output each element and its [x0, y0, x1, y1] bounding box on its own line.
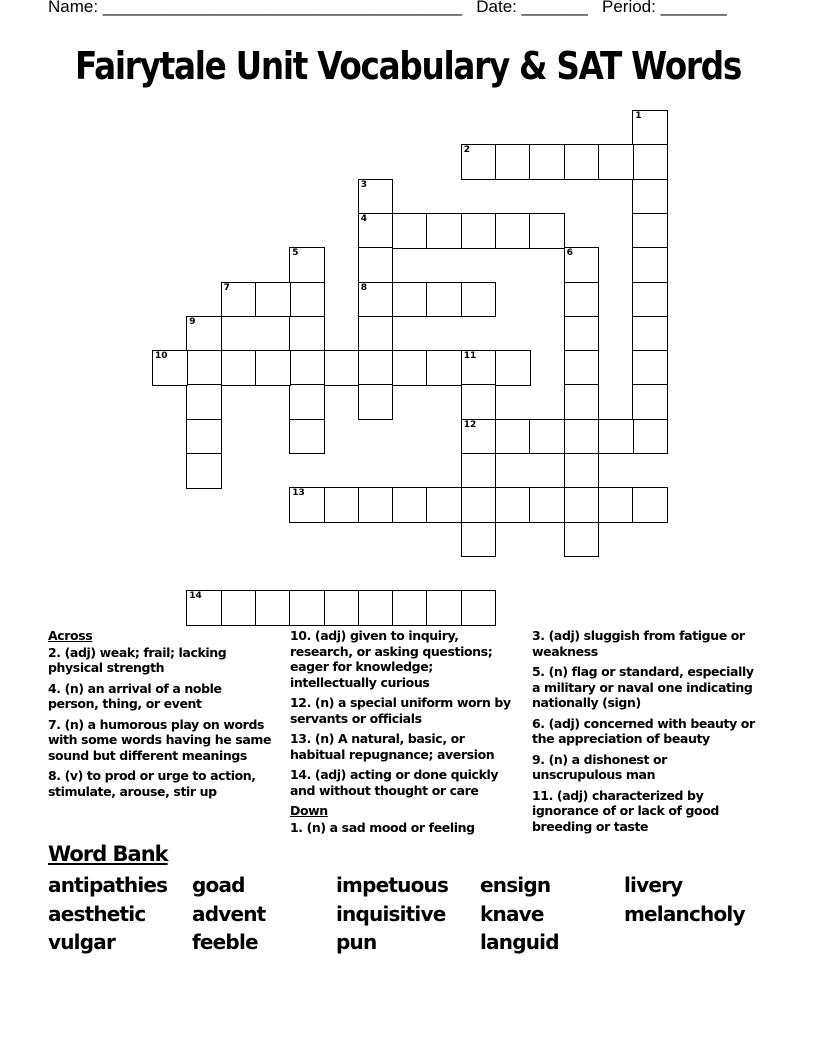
- crossword-cell[interactable]: [495, 144, 531, 180]
- crossword-cell[interactable]: [426, 282, 462, 318]
- clue-number: 14: [189, 591, 202, 602]
- clue-number: 3: [360, 179, 368, 190]
- crossword-cell[interactable]: [495, 213, 531, 249]
- crossword-cell[interactable]: [358, 350, 394, 386]
- word-bank-word: feeble: [192, 930, 258, 954]
- clue-number: 8: [360, 282, 368, 293]
- crossword-cell[interactable]: [529, 144, 565, 180]
- crossword-cell[interactable]: [529, 487, 565, 523]
- clue-across-4: 4. (n) an arrival of a noble person, thing, or event: [48, 680, 222, 711]
- crossword-cell[interactable]: [289, 247, 325, 283]
- crossword-cell[interactable]: [461, 213, 497, 249]
- clue-number: 12: [463, 419, 477, 430]
- clue-across-12: 12. (n) a special uniform worn by servants or officials: [290, 695, 511, 726]
- crossword-cell[interactable]: [392, 590, 428, 626]
- crossword-cell[interactable]: [186, 590, 222, 626]
- crossword-cell[interactable]: [632, 384, 668, 420]
- crossword-cell[interactable]: [152, 350, 188, 386]
- word-bank-heading: Word Bank: [48, 842, 168, 866]
- crossword-cell[interactable]: [632, 110, 668, 146]
- date-blank[interactable]: _______: [521, 0, 588, 16]
- crossword-cell[interactable]: [324, 487, 360, 523]
- across-heading: Across: [48, 628, 93, 643]
- clue-across-7: 7. (n) a humorous play on words with some words having he same sound but different meanings: [48, 716, 272, 763]
- crossword-cell[interactable]: [186, 384, 222, 420]
- name-blank[interactable]: ______________________________________: [102, 0, 463, 16]
- crossword-cell[interactable]: [255, 282, 291, 318]
- crossword-cell[interactable]: [461, 487, 497, 523]
- crossword-cell[interactable]: [392, 487, 428, 523]
- crossword-cell[interactable]: [289, 487, 325, 523]
- crossword-cell[interactable]: [564, 350, 600, 386]
- clue-number: 13: [292, 488, 305, 499]
- page-title: Fairytale Unit Vocabulary & SAT Words: [74, 44, 741, 88]
- clue-number: 9: [189, 316, 196, 327]
- crossword-cell[interactable]: [495, 419, 531, 455]
- clue-number: 4: [360, 213, 368, 224]
- word-bank-word: languid: [480, 930, 559, 954]
- crossword-cell[interactable]: [598, 144, 634, 180]
- crossword-cell[interactable]: [426, 213, 462, 249]
- crossword-cell[interactable]: [358, 179, 394, 215]
- crossword-cell[interactable]: [289, 384, 325, 420]
- crossword-cell[interactable]: [221, 590, 257, 626]
- crossword-cell[interactable]: [598, 487, 634, 523]
- crossword-cell[interactable]: [529, 419, 565, 455]
- crossword-cell[interactable]: [221, 350, 257, 386]
- crossword-cell[interactable]: [392, 213, 428, 249]
- crossword-cell[interactable]: [632, 282, 668, 318]
- crossword-cell[interactable]: [426, 350, 462, 386]
- crossword-cell[interactable]: [358, 247, 394, 283]
- crossword-cell[interactable]: [632, 487, 668, 523]
- word-bank-word: advent: [192, 902, 266, 926]
- crossword-cell[interactable]: [289, 282, 325, 318]
- word-bank-word: antipathies: [48, 873, 168, 897]
- clues-column-3: [532, 628, 760, 839]
- crossword-cell[interactable]: [358, 213, 394, 249]
- word-bank-word: aesthetic: [48, 902, 146, 926]
- crossword-cell[interactable]: [632, 179, 668, 215]
- crossword-cell[interactable]: [186, 419, 222, 455]
- name-label: Name:: [48, 0, 99, 16]
- crossword-cell[interactable]: [461, 282, 497, 318]
- crossword-cell[interactable]: [289, 590, 325, 626]
- clue-across-8: 8. (v) to prod or urge to action, stimulate, arouse, stir up: [48, 768, 256, 799]
- crossword-cell[interactable]: [632, 144, 668, 180]
- crossword-cell[interactable]: [186, 350, 222, 386]
- word-bank-word: pun: [336, 930, 377, 954]
- crossword-cell[interactable]: [564, 144, 600, 180]
- clue-down-1: 1. (n) a sad mood or feeling: [290, 819, 475, 835]
- clue-number: 10: [155, 351, 168, 362]
- crossword-cell[interactable]: [255, 350, 291, 386]
- crossword-cell[interactable]: [255, 590, 291, 626]
- crossword-cell[interactable]: [461, 522, 497, 558]
- crossword-cell[interactable]: [564, 247, 600, 283]
- crossword-cell[interactable]: [632, 419, 668, 455]
- word-bank-word: inquisitive: [336, 902, 446, 926]
- clue-number: 7: [223, 282, 230, 293]
- clue-number: 1: [635, 111, 642, 121]
- clue-down-11: 11. (adj) characterized by ignorance of or lack of good breeding or taste: [532, 787, 719, 834]
- word-bank-word: vulgar: [48, 930, 116, 954]
- clue-across-13: 13. (n) A natural, basic, or habitual repugnance; aversion: [290, 731, 495, 762]
- crossword-cell[interactable]: [358, 282, 394, 318]
- clue-down-6: 6. (adj) concerned with beauty or the appreciation of beauty: [532, 715, 755, 746]
- crossword-cell[interactable]: [461, 453, 497, 489]
- crossword-cell[interactable]: [358, 487, 394, 523]
- word-bank-word: knave: [480, 902, 544, 926]
- crossword-cell[interactable]: [495, 487, 531, 523]
- date-label: Date:: [476, 0, 517, 16]
- crossword-cell[interactable]: [495, 350, 531, 386]
- crossword-cell[interactable]: [221, 282, 257, 318]
- word-bank-word: goad: [192, 873, 245, 897]
- crossword-cell[interactable]: [564, 487, 600, 523]
- crossword-cell[interactable]: [392, 350, 428, 386]
- clue-number: 5: [292, 248, 299, 259]
- crossword-cell[interactable]: [358, 316, 394, 352]
- crossword-cell[interactable]: [324, 350, 360, 386]
- crossword-cell[interactable]: [564, 522, 600, 558]
- clue-number: 6: [566, 248, 573, 259]
- clues-column-1: [48, 628, 276, 804]
- crossword-cell[interactable]: [564, 384, 600, 420]
- crossword-cell[interactable]: [564, 453, 600, 489]
- crossword-cell[interactable]: [564, 316, 600, 352]
- clue-down-3: 3. (adj) sluggish from fatigue or weakness: [532, 628, 745, 659]
- crossword-cell[interactable]: [461, 384, 497, 420]
- period-label: Period:: [602, 0, 656, 16]
- crossword-cell[interactable]: [289, 350, 325, 386]
- crossword-cell[interactable]: [564, 282, 600, 318]
- period-blank[interactable]: _______: [660, 0, 727, 16]
- crossword-cell[interactable]: [632, 213, 668, 249]
- crossword-cell[interactable]: [426, 590, 462, 626]
- crossword-cell[interactable]: [632, 350, 668, 386]
- clue-down-5: 5. (n) flag or standard, especially a military or naval one indicating nationally (sign): [532, 664, 754, 710]
- crossword-cell[interactable]: [186, 453, 222, 489]
- crossword-cell[interactable]: [392, 282, 428, 318]
- crossword-cell[interactable]: [186, 316, 222, 352]
- clue-number: 11: [463, 351, 477, 362]
- crossword-cell[interactable]: [632, 316, 668, 352]
- clue-across-2: 2. (adj) weak; frail; lacking physical strength: [48, 644, 227, 675]
- clues-column-2: [290, 628, 518, 840]
- crossword-cell[interactable]: [529, 213, 565, 249]
- crossword-cell[interactable]: [358, 384, 394, 420]
- word-bank-word: livery: [624, 873, 683, 897]
- word-bank-word: ensign: [480, 873, 551, 897]
- crossword-cell[interactable]: [632, 247, 668, 283]
- down-heading: Down: [290, 803, 328, 818]
- crossword-cell[interactable]: [324, 590, 360, 626]
- crossword-cell[interactable]: [461, 144, 497, 180]
- clue-number: 2: [463, 145, 470, 156]
- crossword-cell[interactable]: [461, 590, 497, 626]
- clue-across-14: 14. (adj) acting or done quickly and without thought or care: [290, 767, 499, 798]
- crossword-cell[interactable]: [289, 316, 325, 352]
- crossword-cell[interactable]: [358, 590, 394, 626]
- crossword-cell[interactable]: [461, 350, 497, 386]
- word-bank-word: impetuous: [336, 873, 449, 897]
- crossword-cell[interactable]: [564, 419, 600, 455]
- crossword-cell[interactable]: [426, 487, 462, 523]
- clue-across-10: 10. (adj) given to inquiry, research, or asking questions; eager for knowledge; intellectually curious: [290, 628, 493, 690]
- clue-down-9: 9. (n) a dishonest or unscrupulous man: [532, 751, 667, 782]
- word-bank-word: melancholy: [624, 902, 745, 926]
- crossword-cell[interactable]: [461, 419, 497, 455]
- crossword-cell[interactable]: [289, 419, 325, 455]
- crossword-cell[interactable]: [598, 419, 634, 455]
